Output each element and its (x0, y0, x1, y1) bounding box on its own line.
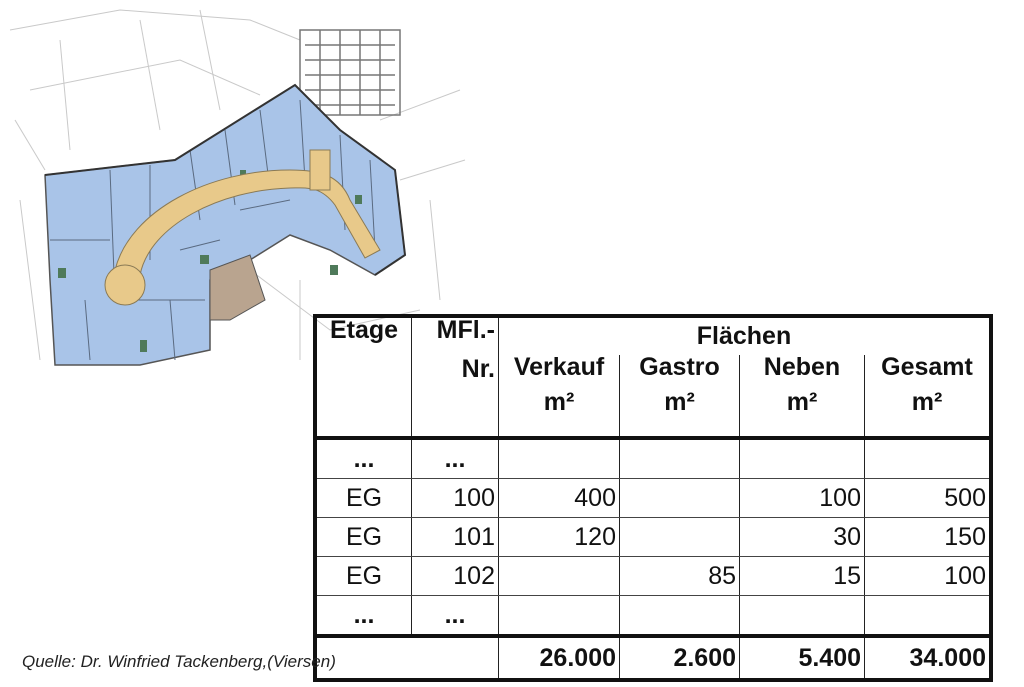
header-verkauf-label: Verkauf (513, 353, 605, 382)
cell-etage: EG (317, 557, 412, 596)
cell-gesamt: 100 (865, 557, 990, 596)
cell-neben: 15 (740, 557, 865, 596)
header-etage (317, 318, 412, 438)
header-gastro-unit: m² (664, 388, 695, 417)
cell-verkauf: 120 (499, 518, 620, 557)
header-gastro-label: Gastro (639, 353, 720, 382)
header-flaechen (499, 318, 990, 355)
table-row (317, 518, 989, 557)
cell-neben: 100 (740, 479, 865, 518)
total-verkauf: 26.000 (499, 636, 620, 678)
total-neben: 5.400 (740, 636, 865, 678)
header-gesamt (865, 355, 990, 438)
cell-etage: EG (317, 479, 412, 518)
cell-neben: 30 (740, 518, 865, 557)
header-mfl-line2: Nr. (461, 355, 495, 383)
total-gesamt: 34.000 (865, 636, 990, 678)
header-gesamt-label: Gesamt (881, 353, 973, 382)
source-caption: Quelle: Dr. Winfried Tackenberg,(Viersen) (22, 652, 336, 671)
cell-gesamt (865, 596, 990, 637)
header-gesamt-unit: m² (911, 388, 943, 417)
cell-nr: ... (412, 438, 499, 479)
header-mfl-line1: MFl.- (436, 316, 495, 344)
cell-neben (740, 596, 865, 637)
header-etage-label: Etage (329, 316, 399, 344)
total-gastro: 2.600 (620, 636, 740, 678)
cell-verkauf (499, 596, 620, 637)
totals-spacer (412, 636, 499, 678)
cell-verkauf (499, 557, 620, 596)
header-neben-unit: m² (786, 388, 818, 417)
cell-gastro (620, 479, 740, 518)
cell-nr: 101 (412, 518, 499, 557)
cell-verkauf (499, 438, 620, 479)
cell-nr: 100 (412, 479, 499, 518)
cell-nr: 102 (412, 557, 499, 596)
totals-row (317, 636, 989, 678)
table-row (317, 596, 989, 637)
table-row (317, 438, 989, 479)
header-verkauf-unit: m² (543, 388, 575, 417)
cell-gastro: 85 (620, 557, 740, 596)
header-gastro (620, 355, 740, 438)
cell-gesamt (865, 438, 990, 479)
header-verkauf (499, 355, 620, 438)
table-row (317, 479, 989, 518)
cell-gastro (620, 438, 740, 479)
cell-gastro (620, 518, 740, 557)
cell-etage: ... (317, 438, 412, 479)
header-neben (740, 355, 865, 438)
cell-nr: ... (412, 596, 499, 637)
header-flaechen-label: Flächen (696, 322, 792, 350)
table-row (317, 557, 989, 596)
cell-gesamt: 150 (865, 518, 990, 557)
cell-verkauf: 400 (499, 479, 620, 518)
cell-gesamt: 500 (865, 479, 990, 518)
header-mfl-nr (412, 318, 499, 438)
cell-etage: EG (317, 518, 412, 557)
area-table (317, 318, 989, 678)
cell-neben (740, 438, 865, 479)
header-neben-label: Neben (763, 353, 841, 382)
cell-gastro (620, 596, 740, 637)
cell-etage: ... (317, 596, 412, 637)
